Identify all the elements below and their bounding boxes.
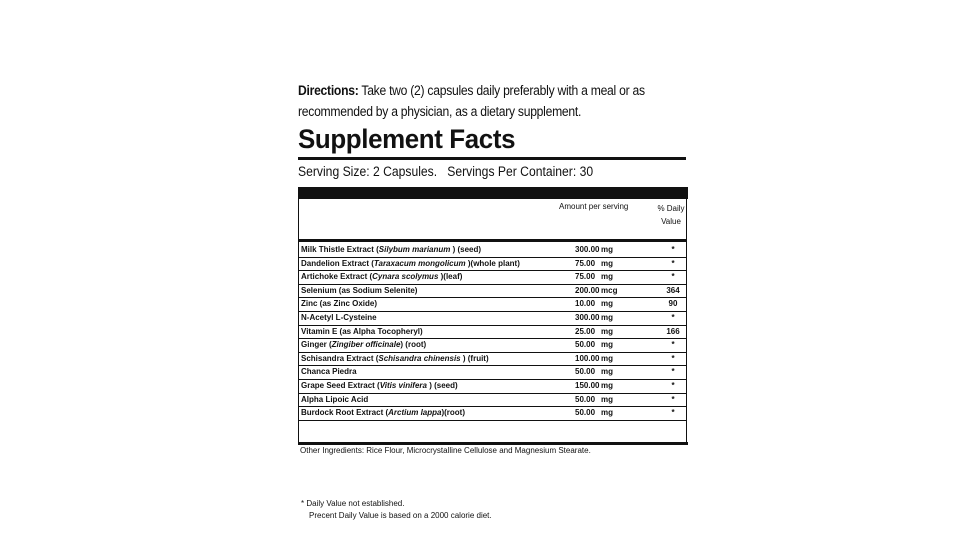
ingredient-latin-name: Silybum marianum — [378, 245, 451, 254]
ingredient-name-text: Selenium (as Sodium Selenite) — [301, 285, 418, 295]
ingredient-daily-value: * — [671, 272, 675, 282]
page-title: Supplement Facts — [298, 124, 516, 154]
ingredient-unit: mg — [601, 380, 613, 390]
ingredient-daily-value: * — [671, 367, 675, 377]
ingredient-amount: 50.00 — [575, 367, 596, 377]
ingredient-amount: 50.00 — [575, 340, 596, 350]
ingredient-amount: 10.00 — [575, 299, 596, 309]
supplement-label — [298, 80, 688, 520]
ingredient-part: )(whole plant) — [465, 258, 520, 268]
table-row — [299, 298, 686, 312]
ingredient-name-text: Alpha Lipoic Acid — [301, 394, 369, 404]
table-row — [299, 244, 686, 258]
serving-info: Serving Size: 2 Capsules. Servings Per Container: 30 — [298, 164, 594, 179]
footnote-calorie: Precent Daily Value is based on a 2000 calorie diet. — [309, 511, 492, 520]
ingredient-unit: mg — [601, 258, 613, 268]
ingredient-name — [301, 271, 462, 283]
other-ingredients: Other Ingredients: Rice Flour, Microcrystalline Cellulose and Magnesium Stearate. — [300, 446, 591, 455]
ingredient-name — [301, 339, 426, 351]
ingredient-latin-name: Arctium lappa — [388, 408, 442, 418]
ingredient-part: ) (seed) — [426, 380, 458, 390]
ingredient-daily-value: * — [671, 380, 675, 390]
ingredient-name — [301, 326, 423, 338]
ingredient-amount: 25.00 — [575, 326, 596, 336]
ingredient-name-text: Dandelion Extract ( — [301, 258, 374, 268]
ingredient-unit: mg — [601, 340, 613, 350]
ingredient-unit: mg — [601, 394, 613, 404]
ingredient-latin-name: Vitis vinifera — [379, 380, 427, 390]
header-bar — [298, 187, 688, 199]
ingredient-name-text: Grape Seed Extract ( — [301, 380, 380, 390]
amount-header: Amount per serving — [559, 202, 629, 211]
ingredient-name-text: Schisandra Extract ( — [301, 353, 379, 363]
ingredient-unit: mg — [601, 272, 613, 282]
ingredient-name — [301, 380, 458, 392]
table-row — [299, 339, 686, 353]
ingredient-daily-value: * — [671, 340, 675, 350]
bottom-divider — [298, 442, 688, 445]
ingredient-amount: 150.00 — [575, 380, 600, 390]
ingredient-list — [299, 244, 686, 421]
ingredient-name — [301, 285, 417, 297]
table-row — [299, 271, 686, 285]
ingredient-daily-value: * — [671, 312, 675, 322]
ingredient-name-text: Zinc (as Zinc Oxide) — [301, 299, 378, 309]
ingredient-name — [301, 298, 377, 310]
directions-body: Take two (2) capsules daily preferably with a meal or as recommended by a physician, as a dietary supplement. — [298, 83, 645, 119]
ingredient-name-text: Ginger ( — [301, 340, 332, 350]
table-row — [299, 285, 686, 299]
table-row — [299, 380, 686, 394]
ingredient-unit: mcg — [601, 285, 618, 295]
ingredient-amount: 100.00 — [575, 353, 600, 363]
ingredient-name — [301, 394, 368, 406]
footnote-not-established: * Daily Value not established. — [301, 499, 405, 508]
header-divider — [299, 239, 686, 242]
ingredient-name-text: Vitamin E (as Alpha Tocopheryl) — [301, 326, 423, 336]
table-row — [299, 326, 686, 340]
ingredient-name-text: Milk Thistle Extract ( — [301, 245, 379, 254]
ingredient-unit: mg — [601, 353, 613, 363]
ingredient-name-text: Artichoke Extract ( — [301, 272, 373, 282]
table-row — [299, 407, 686, 421]
ingredient-unit: mg — [601, 245, 613, 254]
directions-label: Directions: — [298, 83, 359, 98]
ingredient-unit: mg — [601, 312, 613, 322]
ingredient-name-text: N-Acetyl L-Cysteine — [301, 312, 377, 322]
ingredient-amount: 50.00 — [575, 408, 596, 418]
ingredient-latin-name: Zingiber officinale — [331, 340, 401, 350]
ingredient-name — [301, 366, 357, 378]
ingredient-daily-value: * — [671, 258, 675, 268]
ingredient-amount: 300.00 — [575, 312, 600, 322]
table-row — [299, 353, 686, 367]
ingredient-unit: mg — [601, 326, 613, 336]
ingredient-part: )(root) — [441, 408, 466, 418]
ingredient-unit: mg — [601, 299, 613, 309]
ingredient-amount: 75.00 — [575, 258, 596, 268]
ingredient-latin-name: Schisandra chinensis — [378, 353, 461, 363]
directions-text — [298, 80, 685, 122]
title-divider — [298, 157, 686, 160]
ingredient-amount: 200.00 — [575, 285, 600, 295]
ingredient-daily-value: * — [671, 245, 675, 254]
ingredient-daily-value: 90 — [668, 299, 678, 309]
daily-value-header: % Daily Value — [657, 204, 685, 226]
ingredient-part: )(leaf) — [438, 272, 463, 282]
ingredient-name — [301, 312, 377, 324]
ingredient-name-text: Chanca Piedra — [301, 367, 357, 377]
ingredient-daily-value: * — [671, 353, 675, 363]
ingredient-latin-name: Taraxacum mongolicum — [373, 258, 466, 268]
ingredient-part: ) (root) — [400, 340, 427, 350]
ingredient-unit: mg — [601, 367, 613, 377]
ingredient-part: ) (seed) — [450, 245, 482, 254]
ingredient-amount: 300.00 — [575, 245, 600, 254]
ingredient-name — [301, 353, 489, 365]
ingredient-latin-name: Cynara scolymus — [372, 272, 439, 282]
table-row — [299, 312, 686, 326]
ingredient-amount: 75.00 — [575, 272, 596, 282]
table-row — [299, 394, 686, 408]
ingredient-daily-value: * — [671, 394, 675, 404]
ingredient-daily-value: 364 — [666, 285, 680, 295]
ingredient-part: ) (fruit) — [460, 353, 489, 363]
ingredient-daily-value: 166 — [666, 326, 680, 336]
table-row — [299, 258, 686, 272]
table-row — [299, 366, 686, 380]
ingredient-name — [301, 244, 481, 256]
ingredient-unit: mg — [601, 408, 613, 418]
ingredient-amount: 50.00 — [575, 394, 596, 404]
ingredient-name — [301, 407, 465, 419]
ingredient-daily-value: * — [671, 408, 675, 418]
ingredient-name-text: Burdock Root Extract ( — [301, 408, 389, 418]
ingredient-name — [301, 258, 520, 270]
